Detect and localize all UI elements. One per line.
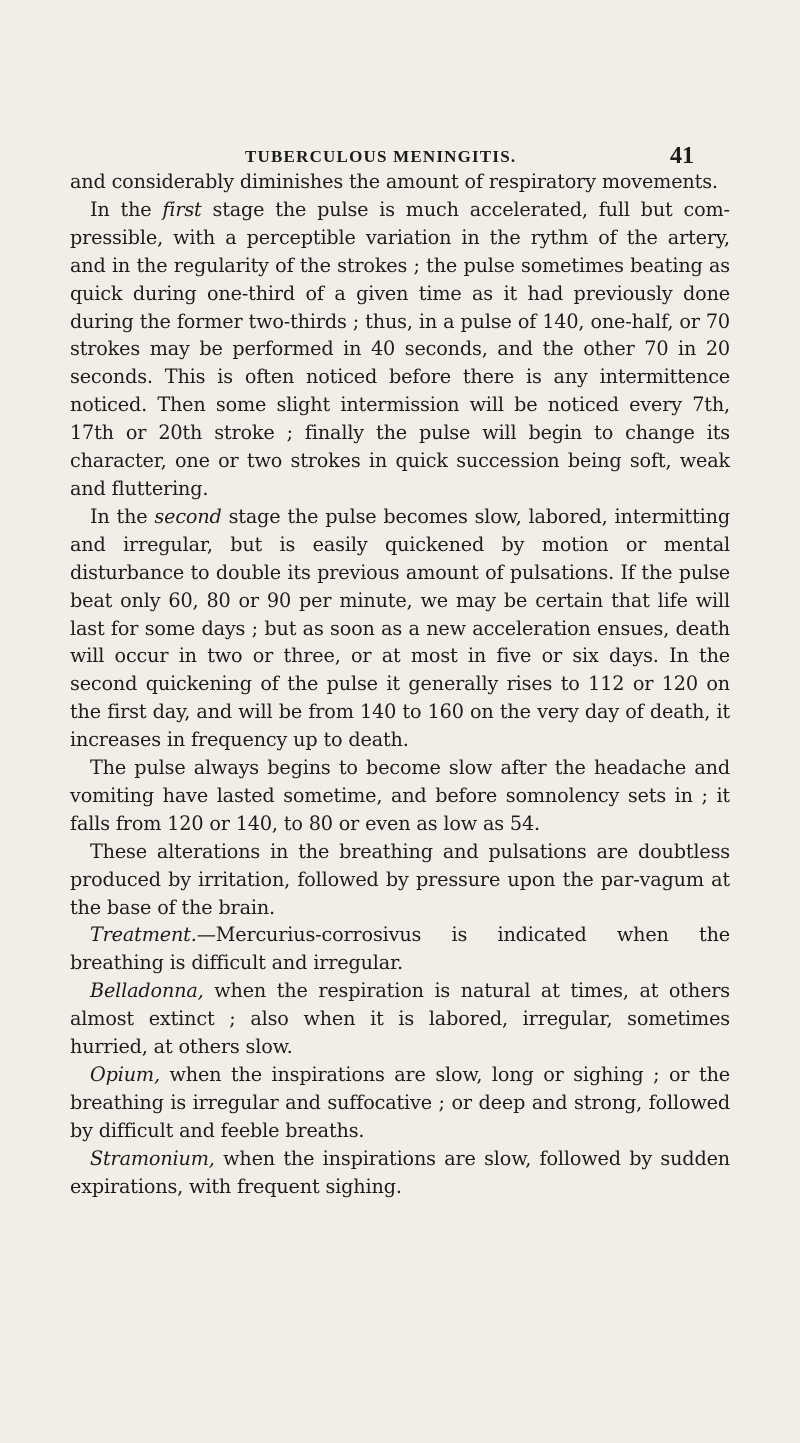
paragraph-treatment: Treatment.—Mercurius-corrosivus is indicated when the breathing is difficult and irregular. [70,923,730,975]
emphasis-stramonium: Stramonium, [90,1146,215,1170]
emphasis-second: second [154,504,222,528]
paragraph-alterations: These alterations in the breathing and pulsations are doubtless produced by irritation, followed by pressure upon the par-vagum at the base of the brain. [70,839,730,919]
paragraph-first-stage: In the first stage the pulse is much accelerated, full but compressible, with a perceptible variation in the rythm of the artery, and in the regularity of the strokes ; the pulse sometimes beating as quick during one-third of a given time as it had previously done during the former two-thirds ; thus, in a pulse of 140, one-half, or 70 strokes may be performed in 40 seconds, and the other 70 in 20 seconds. This is often noticed before there is any intermittence noticed. Then some slight intermission will be noticed every 7th, 17th or 20th stroke ; finally the pulse will begin to change its character, one or two strokes in quick succession being soft, weak and fluttering. [70,197,730,500]
page-number: 41 [670,143,694,169]
emphasis-treatment: Treatment. [90,923,197,947]
paragraph-stramonium: Stramonium, when the inspirations are slow, followed by sudden expirations, with frequent sighing. [70,1146,730,1198]
emphasis-first: first [162,197,202,221]
paragraph-second-stage: In the second stage the pulse becomes slow, labored, intermitting and irregular, but is easily quickened by motion or mental disturbance to double its previous amount of pulsations. If the pulse beat only 60, 80 or 90 per minute, we may be certain that life will last for some days ; but as soon as a new acceleration ensues, death will occur in two or three, or at most in five or six days. In the second quickening of the pulse it generally rises to 112 or 120 on the first day, and will be from 140 to 160 on the very day of death, it increases in frequency up to death. [70,504,730,752]
body-text [70,168,730,1201]
emphasis-belladonna: Belladonna, [90,979,204,1003]
paragraph-pulse-slows: The pulse always begins to become slow after the headache and vomiting have lasted sometime, and before somnolency sets in ; it falls from 120 or 140, to 80 or even as low as 54. [70,756,730,835]
emphasis-opium: Opium, [90,1063,160,1086]
paragraph-belladonna: Belladonna, when the respiration is natural at times, at others almost extinct ; also when it is labored, irregular, sometimes hurried, at others slow. [70,979,730,1059]
paragraph-opium: Opium, when the inspirations are slow, long or sighing ; or the breathing is irregular and suffocative ; or deep and strong, followed by difficult and feeble breaths. [70,1063,730,1142]
running-title: TUBERCULOUS MENINGITIS. [245,147,517,166]
paragraph-respiratory-movements: and considerably diminishes the amount of respiratory movements. [70,170,718,193]
